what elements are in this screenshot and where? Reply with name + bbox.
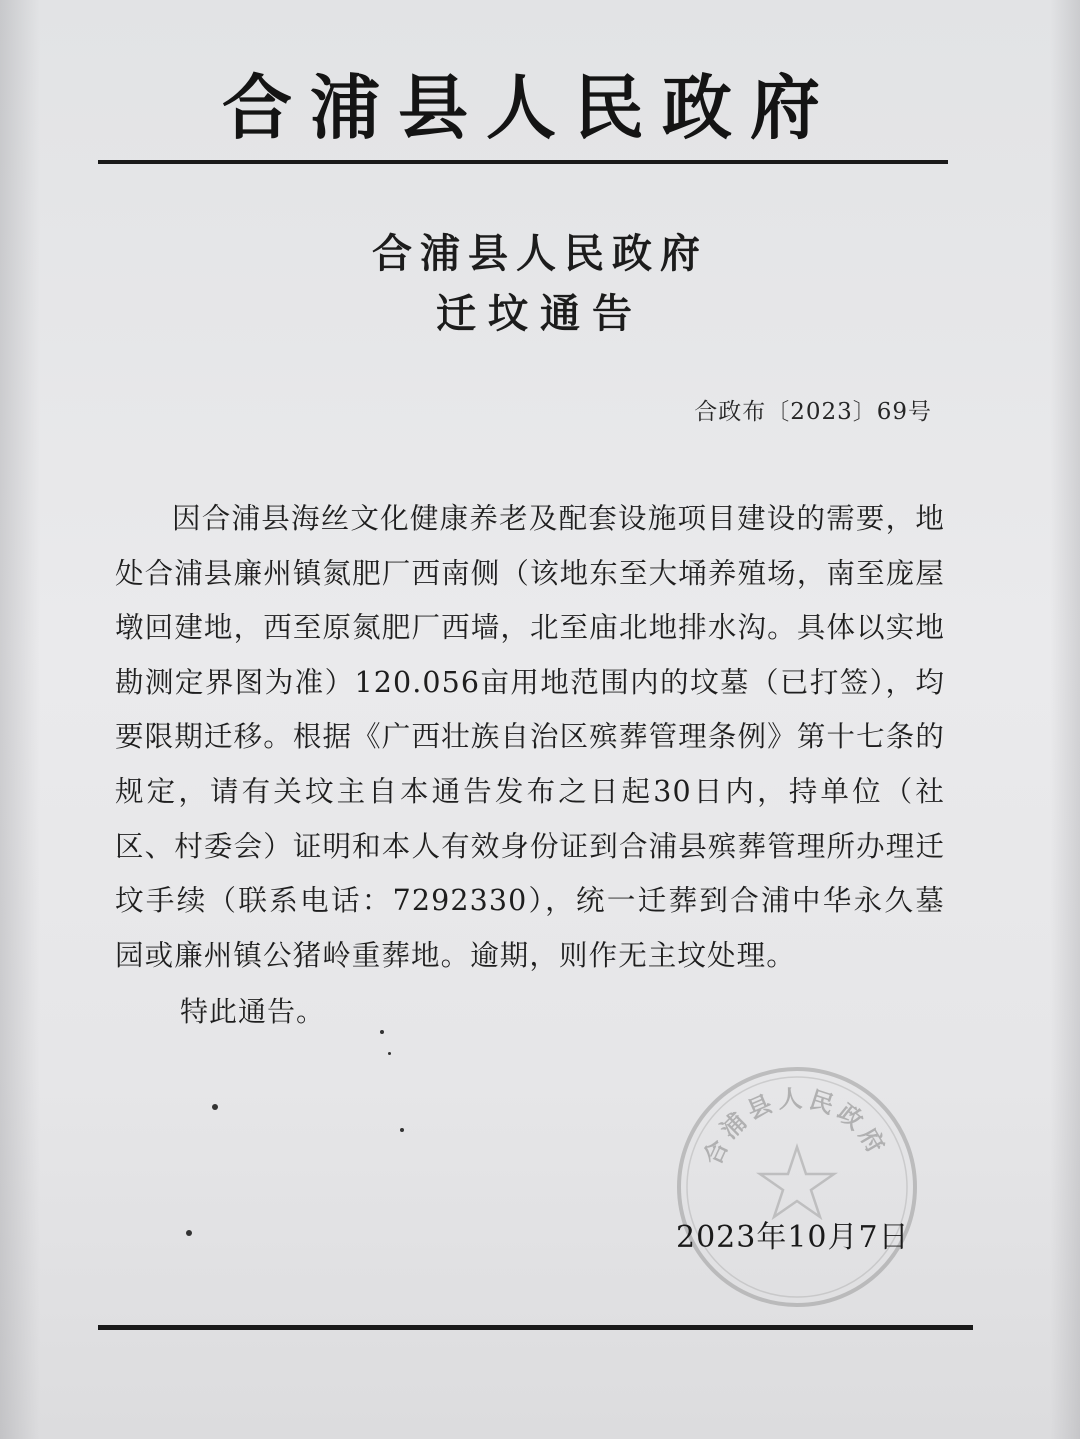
paper-speck [186,1230,192,1236]
notice-date: 2023年10月7日 [676,1220,910,1255]
page-shadow-left [0,0,40,1439]
notice-body: 因合浦县海丝文化健康养老及配套设施项目建设的需要，地处合浦县廉州镇氮肥厂西南侧（该地东至大埇养殖场，南至庞屋墩回建地，西至原氮肥厂西墙，北至庙北地排水沟。具体以实地勘测定界图为准）120.056亩用地范围内的坟墓（已打签），均要限期迁移。根据《广西壮族自治区殡葬管理条例》第十七条的规定，请有关坟主自本通告发布之日起30日内，持单位（社区、村委会）证明和本人有效身份证到合浦县殡葬管理所办理迁坟手续（联系电话：7292330），统一迁葬到合浦中华永久墓园或廉州镇公猪岭重葬地。逾期，则作无主坟处理。 [115,502,945,972]
notice-closing: 特此通告。 [180,995,326,1028]
page-shadow-right [1050,0,1080,1439]
paper-speck [380,1030,384,1034]
seal-text: 合浦县人民政府 [697,1083,894,1170]
notice-title-issuer: 合浦县人民政府 [372,230,708,277]
footer-divider [98,1325,973,1330]
notice-title-subject: 迁坟通告 [436,290,644,337]
official-seal-icon [672,1062,922,1312]
paper-speck [400,1128,404,1132]
paper-speck [388,1052,391,1055]
masthead-divider [98,160,948,164]
document-number: 合政布〔2023〕69号 [694,399,932,425]
paper-speck [212,1104,218,1110]
svg-text:合浦县人民政府 [697,1083,893,1169]
masthead-title: 合浦县人民政府 [222,66,838,149]
